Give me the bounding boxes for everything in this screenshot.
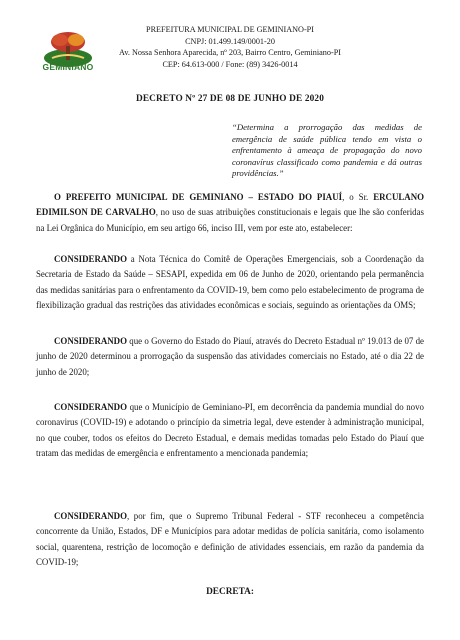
logo-text: GEMINIANO (42, 62, 94, 72)
considerando-label: CONSIDERANDO (54, 511, 127, 521)
decreta-heading: DECRETA: (206, 587, 254, 597)
header-line-cep: CEP: 64.613-000 / Fone: (89) 3426-0014 (162, 59, 298, 69)
preamble-bold-1: O PREFEITO MUNICIPAL DE GEMINIANO – ESTADO DO PIAUÍ (54, 192, 343, 202)
header-line-address: Av. Nossa Senhora Aparecida, nº 203, Bairro Centro, Geminiano-PI (119, 48, 341, 57)
paragraph-considerando-3 (36, 400, 424, 462)
considerando-label: CONSIDERANDO (54, 254, 127, 264)
considerando-text: , por fim, que o Supremo Tribunal Federal - STF reconheceu a competência concorrente da União, Estados, DF e Municípios para adotar medidas de polícia sanitária, como isolamento social, quarentena, restrição de locomoção e definição de atividades essenciais, em razão da pandemia da COVID-19; (36, 511, 424, 568)
paragraph-considerando-2 (36, 334, 424, 380)
paragraph-considerando-1 (36, 252, 424, 314)
letterhead (110, 24, 350, 70)
considerando-label: CONSIDERANDO (54, 336, 127, 346)
considerando-text: a Nota Técnica do Comitê de Operações Emergenciais, sob a Coordenação da Secretaria de Estado da Saúde – SESAPI, expedida em 06 de Junho de 2020, orientando pela permanência das medidas sanitárias para o enfrentamento da COVID-19, bem como pelo estabelecimento de programa de flexibilização gradual das restrições das atividades econômicas e sociais, seguindo as orientações da OMS; (36, 254, 424, 311)
preamble-text-2: , no uso de suas atribuições constitucionais e legais que lhe são conferidas na Lei Orgânica do Município, em seu artigo 66, inciso III, vem por este ato, estabelecer: (36, 207, 424, 233)
header-line-cnpj: CNPJ: 01.499.149/0001-20 (185, 36, 275, 46)
preamble-bold-2: ERCULANO EDIMILSON DE CARVALHO (36, 192, 425, 218)
considerando-label: CONSIDERANDO (54, 402, 127, 412)
decree-title: DECRETO Nº 27 DE 08 DE JUNHO DE 2020 (135, 94, 325, 104)
preamble-text-1: , o Sr. (342, 192, 374, 202)
ementa: “Determina a prorrogação das medidas de emergência de saúde pública tendo em vista o enfrentamento à ameaça de propagação do novo coronavírus classificado como pandemia e dá outras providências.” (232, 122, 422, 178)
paragraph-preamble (36, 190, 424, 236)
paragraph-considerando-4 (36, 509, 424, 571)
header-line-prefeitura: PREFEITURA MUNICIPAL DE GEMINIANO-PI (146, 25, 314, 34)
considerando-text: que o Governo do Estado do Piauí, através do Decreto Estadual nº 19.013 de 07 de junho de 2020 determinou a prorrogação da suspensão das atividades comerciais no Estado, até o dia 22 de junho de 2020; (36, 336, 424, 377)
considerando-text: que o Município de Geminiano-PI, em decorrência da pandemia mundial do novo coronavirus (COVID-19) e adotando o princípio da simetria legal, deve estender à administração municipal, no que couber, todos os efeitos do Decreto Estadual, e demais medidas tomadas pelo Estado do Piauí que tratam das medidas de emergência e enfrentamento a mencionada pandemia; (36, 402, 424, 459)
